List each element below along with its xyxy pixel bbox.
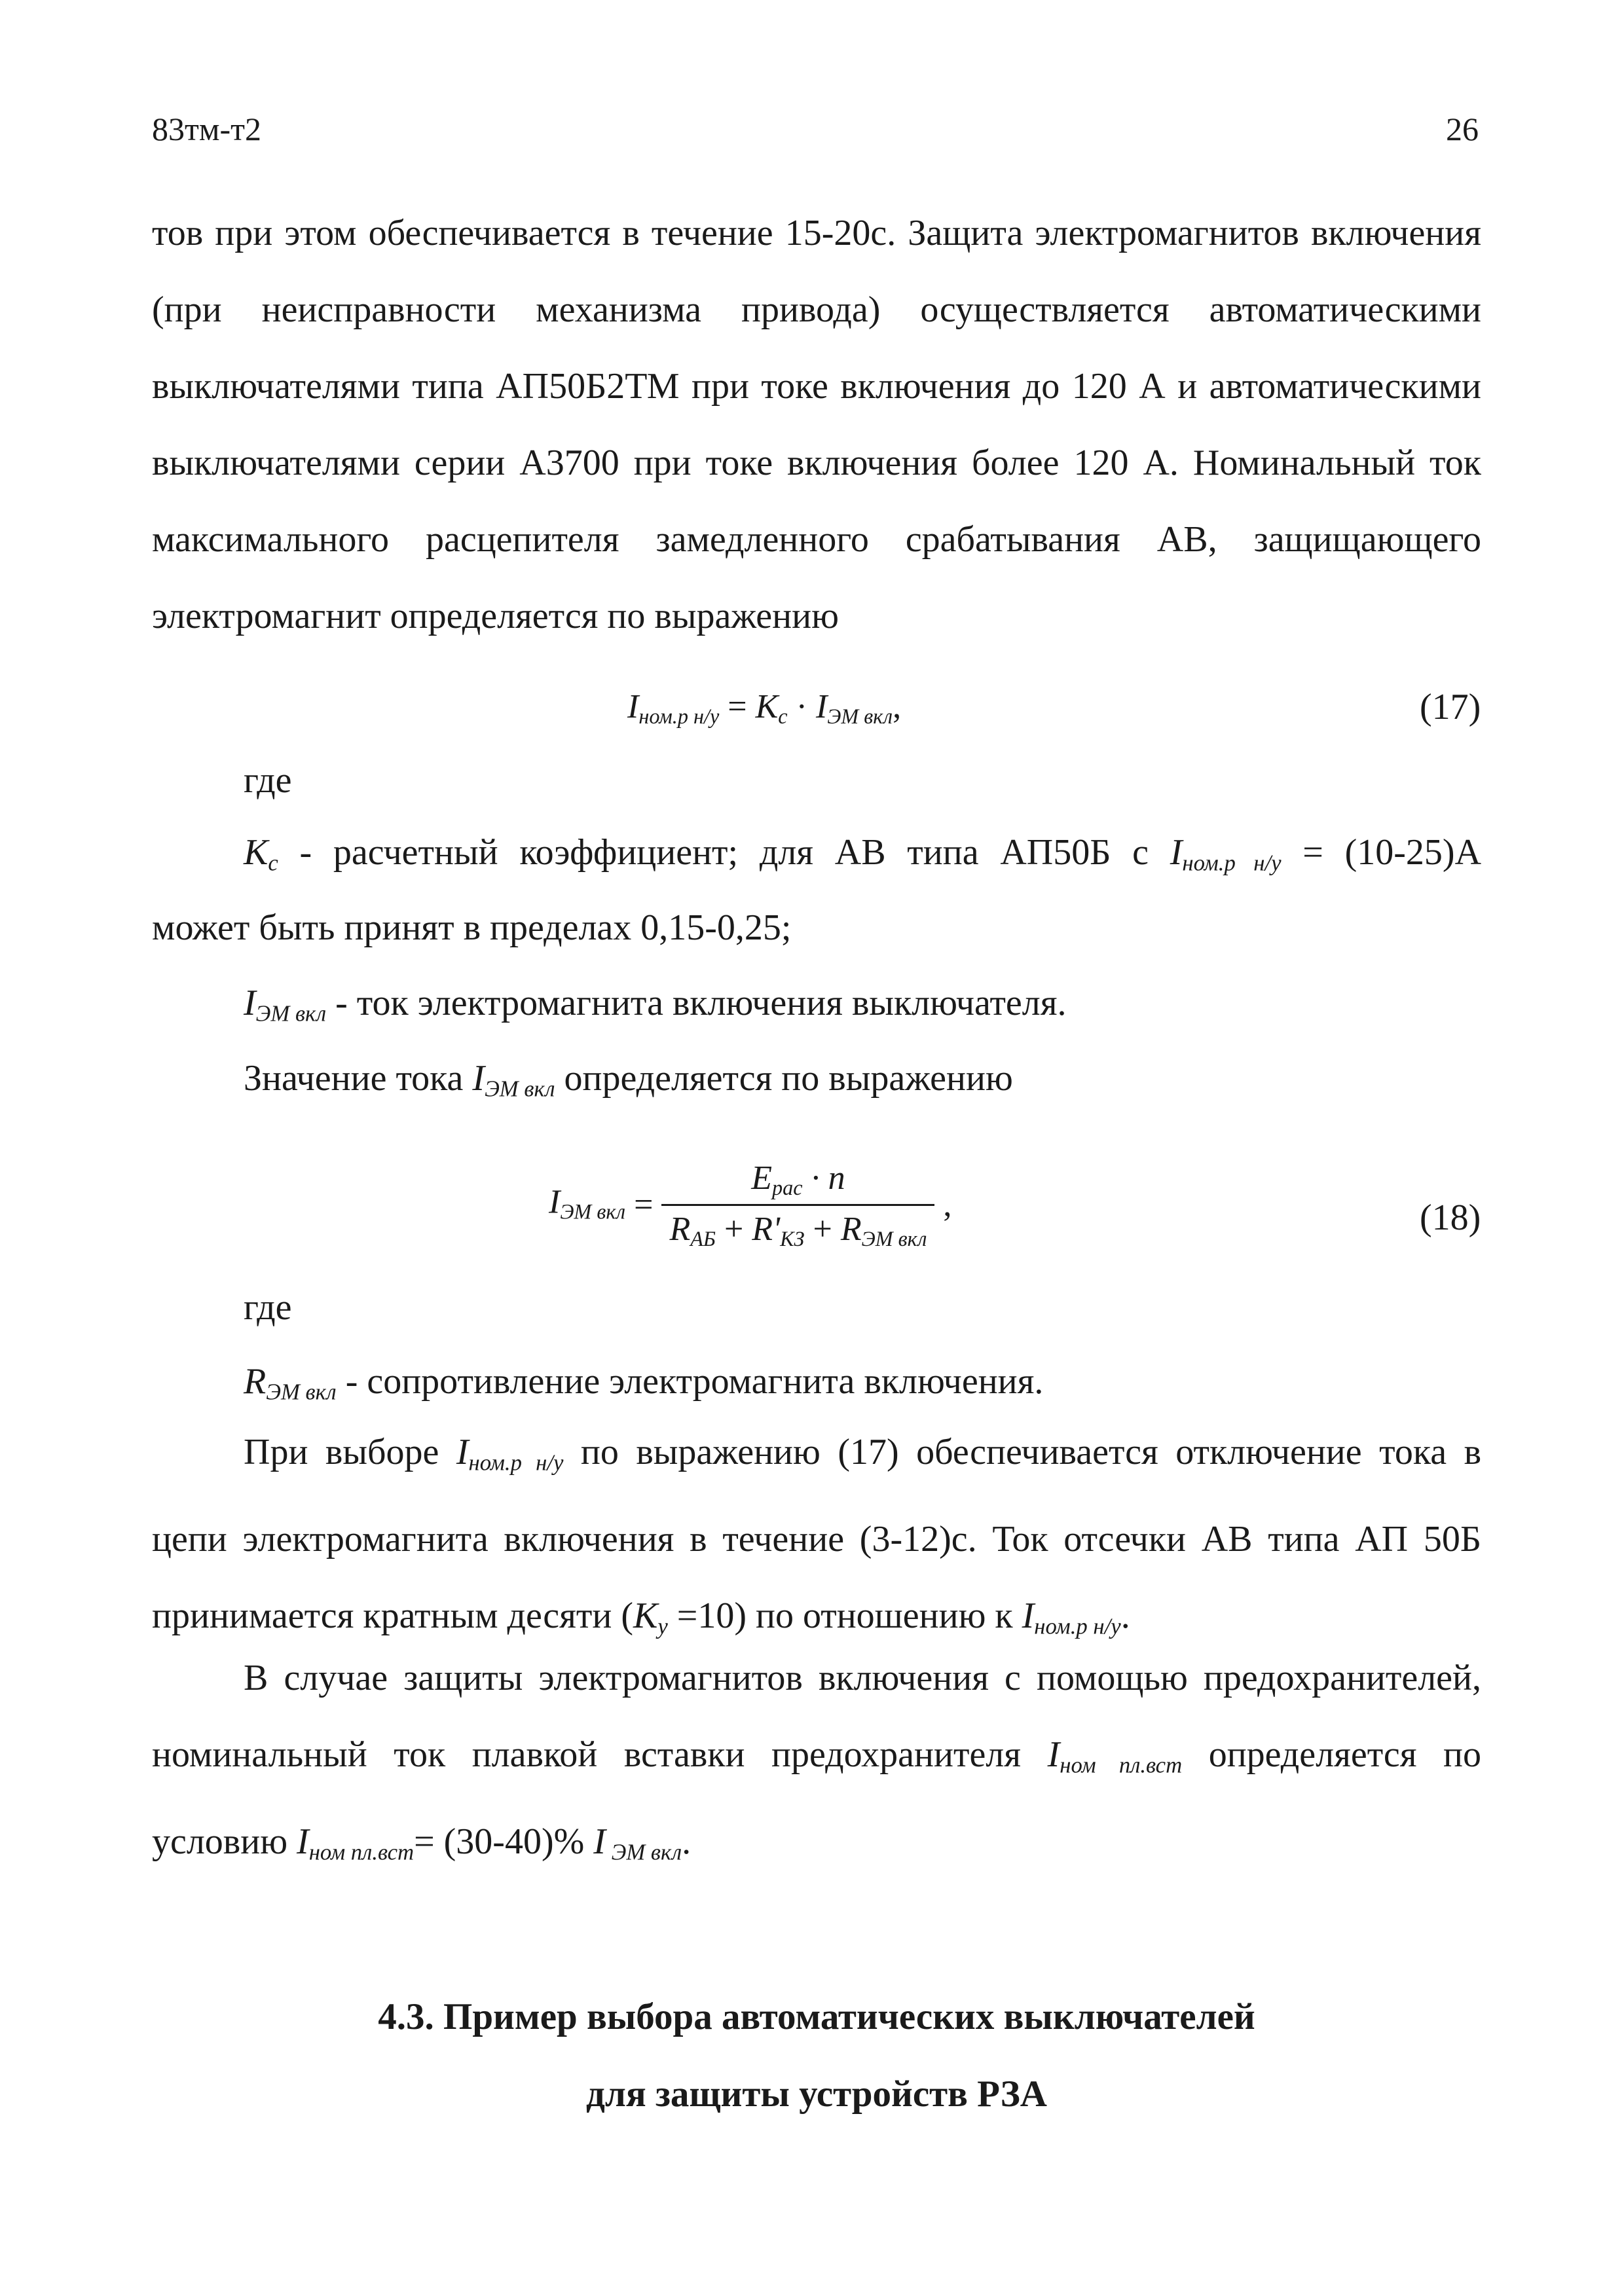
intro-paragraph: тов при этом обеспечивается в течение 15-20с. Защита электромагнитов включения (при неисправности механизма привода) осуществляется автоматическими выключателями типа АП50Б2ТМ при токе включения до 120 А и автоматическими выключателями серии А3700 при токе включения более 120 А. Номинальный ток максимального расцепителя замедленного срабатывания АВ, защищающего электромагнит определяется по выражению bbox=[152, 213, 1481, 636]
equation-number-17: (17) bbox=[1420, 687, 1481, 727]
current-value-line: Значение тока $I_{ЭМ вкл}$ определяется по выражению bbox=[244, 1058, 1013, 1102]
page-number: 26 bbox=[1446, 111, 1479, 147]
rem-definition: $R_{ЭМ вкл}$ - сопротивление электромагнита включения. bbox=[244, 1361, 1044, 1405]
document-code: 83тм-т2 bbox=[152, 111, 261, 147]
selection-paragraph: При выборе $I_{ном.р н/у}$ по выражению (17) обеспечивается отключение тока в цепи электромагнита включения в течение (3-12)с. Ток отсечки АВ типа АП 50Б принимается кратным десяти $(K_у =10)$ по отношению к $I_{ном.р н/у}$. bbox=[152, 1432, 1482, 1639]
where-label-1: где bbox=[244, 760, 292, 801]
fraction-denominator: $R_{АБ} + R'_{КЗ} + R_{ЭМ вкл}$ bbox=[661, 1204, 934, 1251]
section-heading: 4.3. Пример выбора автоматических выключателей bbox=[378, 1996, 1255, 2037]
formula-18: $I_{ЭМ вкл}$ = $\frac{E_{рас} \cdot n}{R_{АБ} + R'_{КЗ} + R_{ЭМ вкл}}$ , bbox=[549, 1159, 952, 1251]
fraction-numerator: $E_{рас} \cdot n$ bbox=[751, 1159, 845, 1200]
formula-17: $I_{ном.р н/у} = K_с \cdot I_{ЭМ вкл}$, bbox=[627, 688, 902, 729]
iem-definition: $I_{ЭМ вкл}$ - ток электромагнита включения выключателя. bbox=[244, 983, 1067, 1027]
where-label-2: где bbox=[244, 1287, 292, 1328]
equation-number-18: (18) bbox=[1420, 1197, 1481, 1238]
kc-definition-line2: может быть принят в пределах 0,15-0,25; bbox=[152, 907, 792, 948]
kc-definition: $K_с$ - расчетный коэффициент; для АВ типа АП50Б с $I_{ном.р н/у} = (10-25)А$ bbox=[244, 832, 1482, 876]
fuse-paragraph: В случае защиты электромагнитов включения с помощью предохранителей, номинальный ток плавкой вставки предохранителя $I_{ном пл.вст}$ определяется по условию $I_{ном пл.вст}= (30-40)\%$ I $_{ЭМ вкл}$. bbox=[152, 1658, 1482, 1865]
fraction bbox=[661, 1159, 934, 1251]
section-heading-line2: для защиты устройств РЗА bbox=[586, 2073, 1047, 2115]
